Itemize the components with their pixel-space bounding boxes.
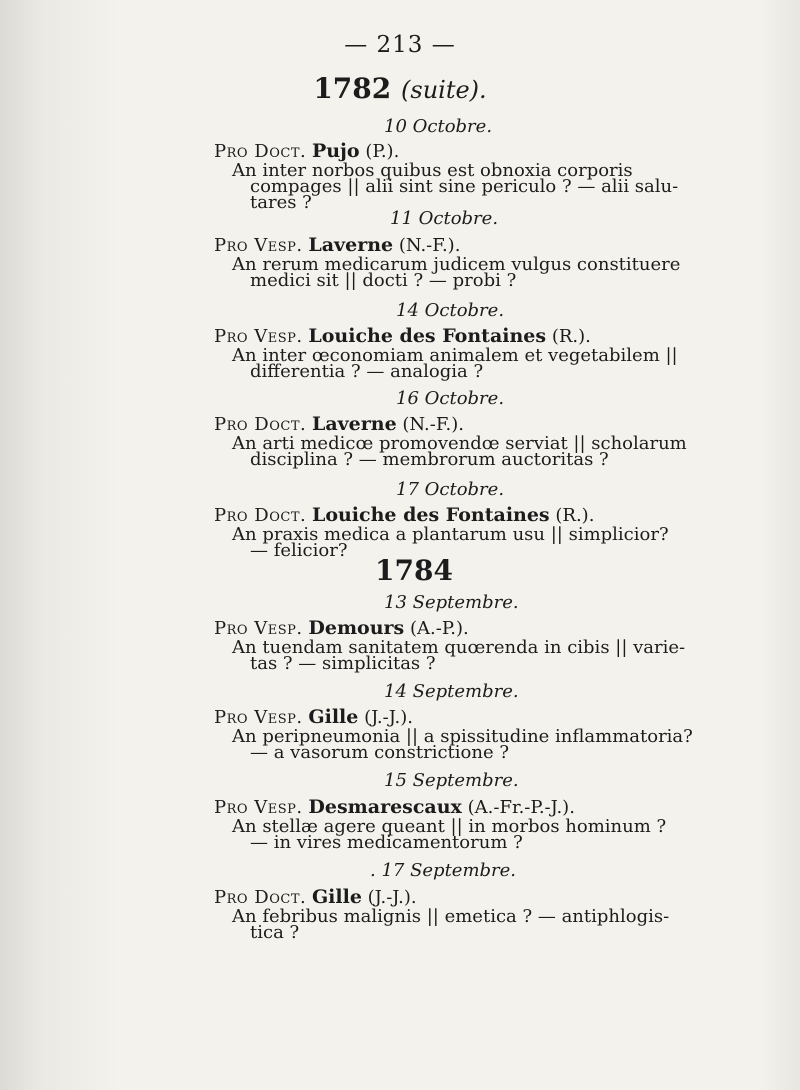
question-line: An inter norbos quibus est obnoxia corporis: [232, 160, 633, 181]
entry-date: 10 Octobre.: [384, 116, 493, 137]
thesis-entry: [214, 886, 684, 941]
thesis-entry: [214, 413, 687, 470]
entry-date: . 17 Septembre.: [370, 860, 517, 881]
question-line: tica ?: [250, 922, 300, 943]
year-1784: 1784: [375, 554, 453, 587]
entry-initials: (N.-F.).: [402, 414, 464, 435]
entry-date: 13 Septembre.: [384, 592, 519, 613]
question-line: An febribus malignis || emetica ? — antiphlogis-: [232, 906, 670, 927]
question-line: An peripneumonia || a spissitudine inflammatoria?: [232, 726, 693, 747]
entry-initials: (A.-Fr.-P.-J.).: [467, 797, 575, 818]
entry-name: Demours: [308, 617, 405, 639]
question-line: An inter œconomiam animalem et vegetabilem ||: [232, 345, 678, 366]
entry-name: Pujo: [311, 140, 360, 162]
entry-role: Pro Vesp.: [214, 707, 303, 728]
entry-role: Pro Doct.: [214, 505, 307, 526]
entry-date: 17 Octobre.: [396, 479, 505, 500]
year-suite-note: (suite).: [401, 76, 487, 104]
question-line: — felicior?: [250, 540, 348, 561]
entry-name: Gille: [308, 706, 359, 728]
entry-name: Laverne: [308, 234, 394, 256]
entry-date: 15 Septembre.: [384, 770, 519, 791]
entry-role: Pro Vesp.: [214, 326, 303, 347]
year-heading-1782: [0, 72, 800, 105]
entry-role: Pro Vesp.: [214, 618, 303, 639]
entry-role: Pro Doct.: [214, 141, 307, 162]
entry-initials: (J.-J.).: [367, 887, 417, 908]
entry-date: 14 Septembre.: [384, 681, 519, 702]
entry-name: Louiche des Fontaines: [308, 325, 547, 347]
page-number: — 213 —: [344, 32, 456, 58]
thesis-entry: [214, 617, 684, 672]
thesis-entry: [214, 325, 684, 380]
thesis-entry: [214, 140, 684, 211]
entry-role: Pro Vesp.: [214, 235, 303, 256]
entry-name: Desmarescaux: [308, 796, 462, 818]
entry-role: Pro Vesp.: [214, 797, 303, 818]
entry-initials: (J.-J.).: [364, 707, 414, 728]
question-line: An stellæ agere queant || in morbos hominum ?: [232, 816, 667, 837]
entry-role: Pro Doct.: [214, 414, 307, 435]
question-line: disciplina ? — membrorum auctoritas ?: [250, 449, 609, 470]
entry-role: Pro Doct.: [214, 887, 307, 908]
question-line: tas ? — simplicitas ?: [250, 653, 436, 674]
entry-question: [232, 906, 684, 943]
question-line: differentia ? — analogia ?: [250, 361, 484, 382]
year-heading-1784: [14, 554, 800, 587]
entry-initials: (R.).: [551, 326, 591, 347]
thesis-entry: [214, 706, 693, 763]
thesis-entry: [214, 234, 684, 289]
entry-question: [232, 254, 684, 291]
question-line: tares ?: [250, 192, 312, 213]
entry-name: Laverne: [311, 413, 397, 435]
question-line: An praxis medica a plantarum usu || simplicior?: [232, 524, 669, 545]
entry-question: [232, 160, 684, 213]
entry-date: 11 Octobre.: [390, 208, 499, 229]
entry-question: [232, 433, 687, 470]
question-line: An tuendam sanitatem quœrenda in cibis || varie-: [232, 637, 686, 658]
entry-question: [232, 726, 693, 763]
entry-initials: (R.).: [555, 505, 595, 526]
question-line: compages || alii sint sine periculo ? — alii salu-: [250, 176, 679, 197]
entry-initials: (A.-P.).: [410, 618, 469, 639]
entry-question: [232, 816, 684, 853]
entry-name: Louiche des Fontaines: [311, 504, 550, 526]
entry-date: 14 Octobre.: [396, 300, 505, 321]
entry-question: [232, 637, 686, 674]
entry-initials: (N.-F.).: [398, 235, 461, 256]
thesis-entry: [214, 796, 684, 851]
entry-name: Gille: [311, 886, 362, 908]
entry-initials: (P.).: [365, 141, 400, 162]
entry-question: [232, 345, 684, 382]
question-line: — a vasorum constrictione ?: [250, 742, 510, 763]
question-line: An rerum medicarum judicem vulgus constituere: [232, 254, 681, 275]
entry-date: 16 Octobre.: [396, 388, 505, 409]
thesis-entry: [214, 504, 684, 559]
question-line: An arti medicœ promovendœ serviat || scholarum: [232, 433, 687, 454]
question-line: medici sit || docti ? — probi ?: [250, 270, 517, 291]
question-line: — in vires medicamentorum ?: [250, 832, 523, 853]
year-1782: 1782: [313, 72, 392, 105]
